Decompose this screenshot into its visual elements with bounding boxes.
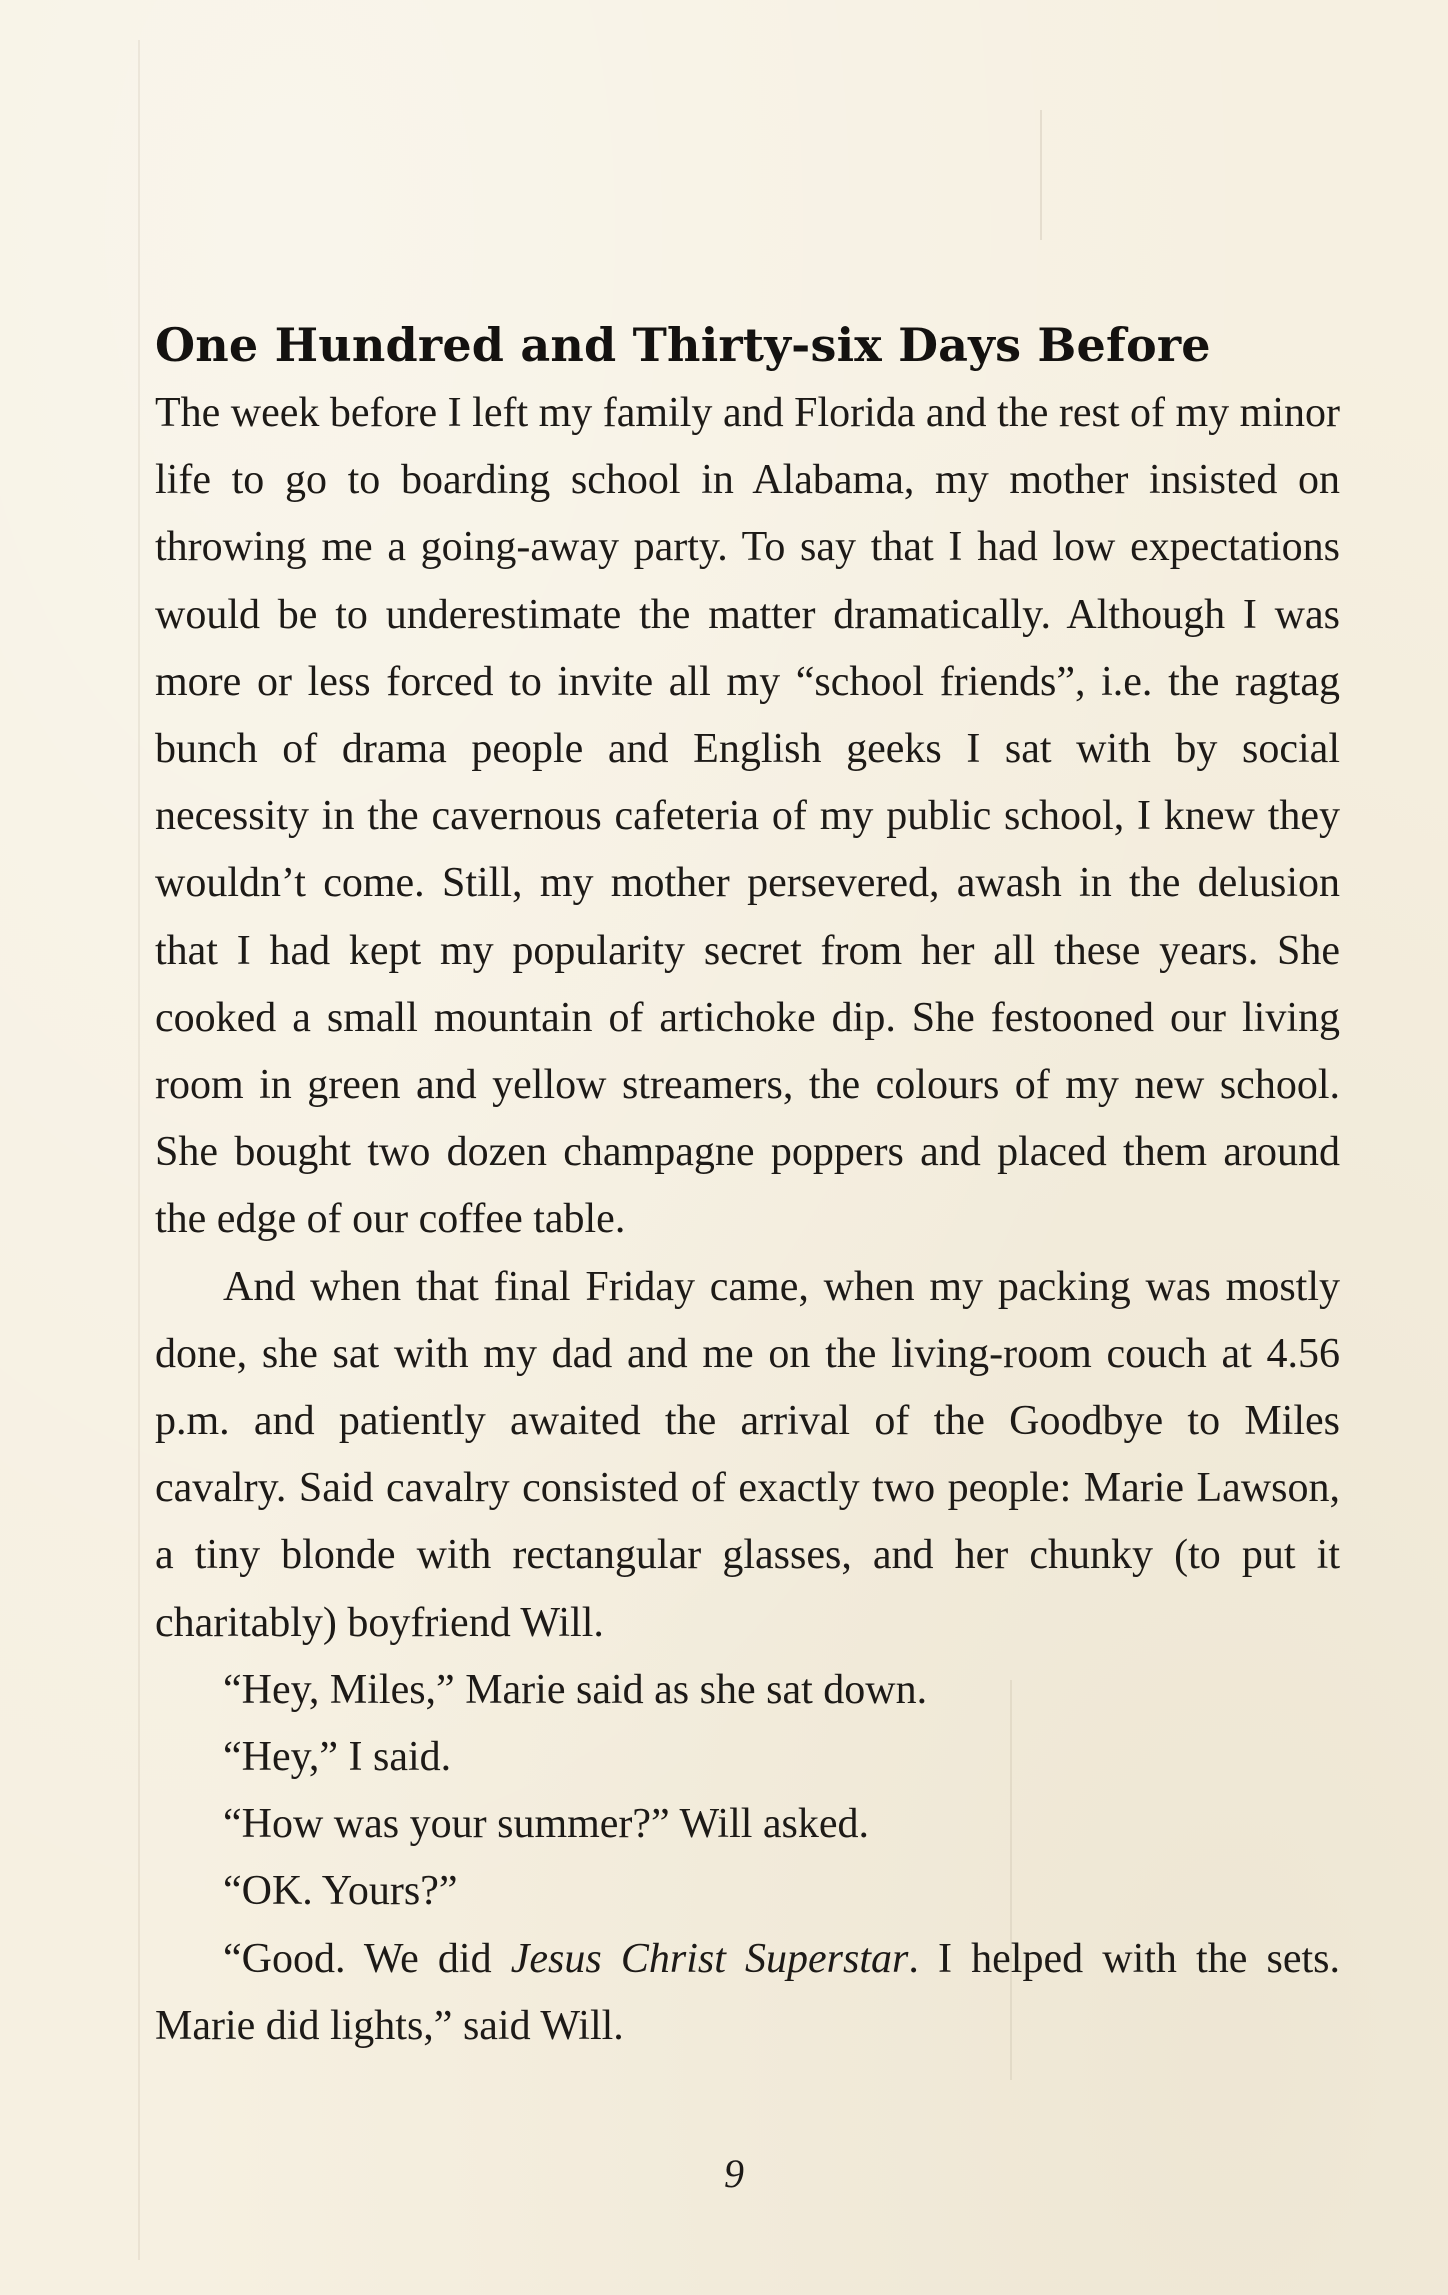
dialogue-line: “OK. Yours?” — [223, 1868, 458, 1915]
dialogue-line: “Hey,” I said. — [223, 1734, 452, 1781]
paragraph: The week before I left my family and Florida and the rest of my minor life to go to boarding school in Alabama, my mother insisted on throwing me a going-away party. To say that I had low expectations would be to underestimate the matter dramatically. Although I was more or less forced to invite all my “school friends”, i.e. the ragtag bunch of drama people and English geeks I sat with by social necessity in the cavernous cafeteria of my public school, I knew they wouldn’t come. Still, my mother persevered, awash in the delusion that I had kept my popularity secret from her all these years. She cooked a small mountain of artichoke dip. She festooned our living room in green and yellow streamers, the colours of my new school. She bought two dozen champagne poppers and placed them around the edge of our coffee table. — [155, 390, 1340, 1243]
chapter-title: One Hundred and Thirty-six Days Before — [155, 318, 1211, 372]
dialogue-line: “How was your summer?” Will asked. — [223, 1801, 870, 1848]
show-title: Jesus Christ Superstar — [510, 1935, 909, 1982]
body-text — [155, 310, 1340, 2060]
dialogue-line: “Hey, Miles,” Marie said as she sat down. — [223, 1666, 928, 1713]
page-crease — [138, 40, 140, 2260]
dialogue-line — [155, 1926, 1340, 2060]
dialogue-text: . I helped with the sets. Marie did lights,” said Will. — [155, 1935, 1340, 2049]
paragraph: And when that final Friday came, when my packing was mostly done, she sat with my dad and me on the living-room couch at 4.56 p.m. and patiently awaited the arrival of the Goodbye to Miles cavalry. Said cavalry consisted of exactly two people: Marie Lawson, a tiny blonde with rectangular glasses, and her chunky (to put it charitably) boyfriend Will. — [155, 1263, 1340, 1646]
dialogue-text: “Good. We did — [223, 1935, 511, 1982]
page-number: 9 — [724, 2151, 744, 2196]
page-crease — [1040, 110, 1042, 240]
